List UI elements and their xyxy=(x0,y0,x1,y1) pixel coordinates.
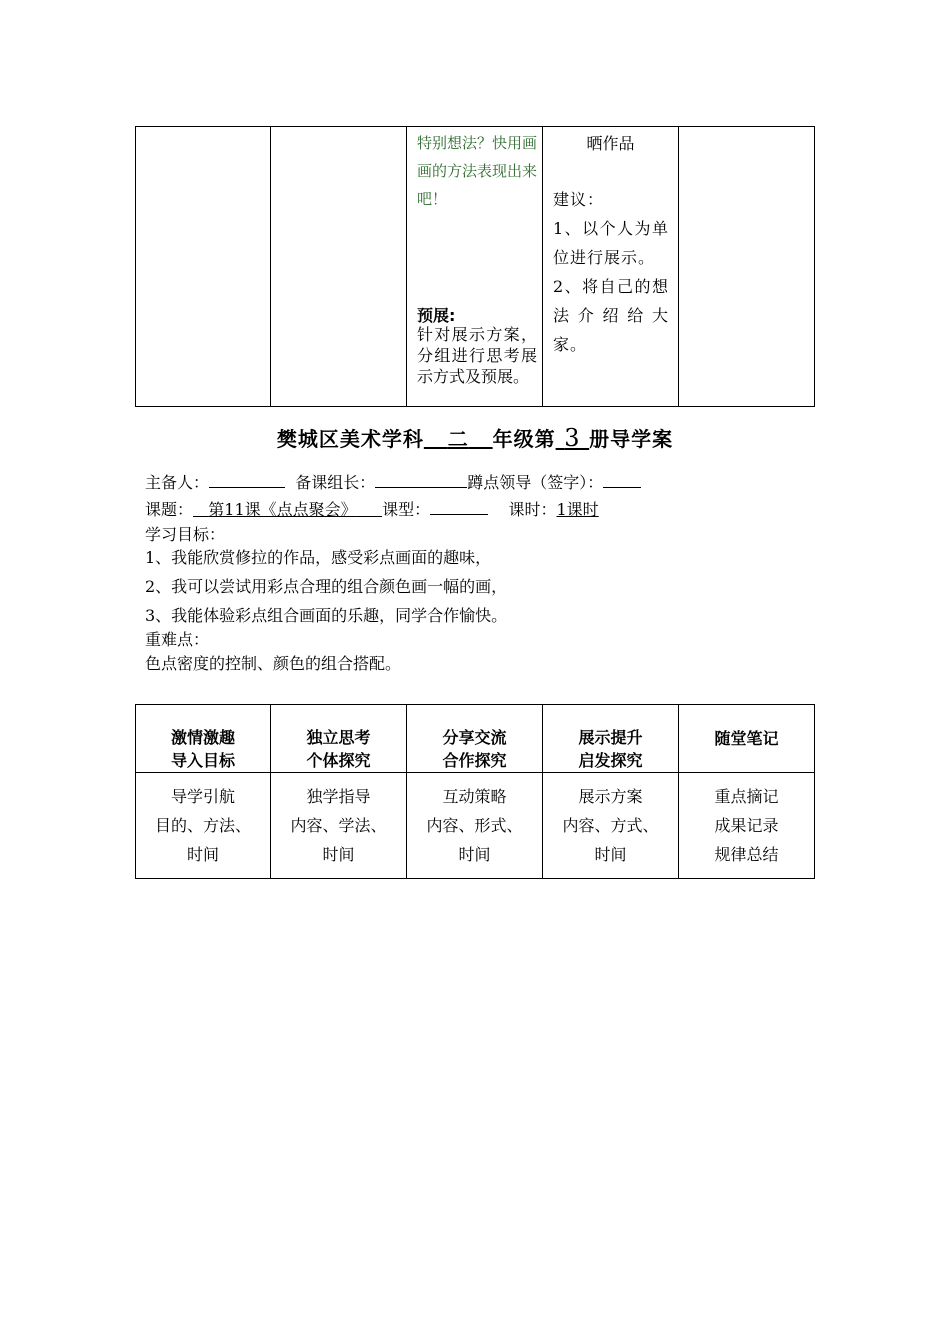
preview-body: 针对展示方案，分组进行思考展示方式及预展。 xyxy=(417,325,537,386)
preview-title: 预展: xyxy=(417,306,456,325)
page-title xyxy=(0,423,950,452)
header-line: 展示提升 xyxy=(578,728,643,747)
difficulty-label: 重难点： xyxy=(145,630,210,649)
title-prefix: 樊城区美术学科 xyxy=(276,427,424,451)
objectives-label: 学习目标： xyxy=(145,525,226,544)
header-line: 导入目标 xyxy=(170,751,235,770)
lesson-structure-table xyxy=(135,704,815,879)
cell-line: 内容、形式、 xyxy=(426,816,523,835)
preparer-label: 主备人： xyxy=(145,473,210,492)
group-leader-blank[interactable] xyxy=(375,473,467,488)
cell-line: 规律总结 xyxy=(714,845,779,864)
type-blank[interactable] xyxy=(430,500,488,515)
cell-line: 时间 xyxy=(186,845,219,864)
cell-line: 内容、学法、 xyxy=(290,816,387,835)
body-cell xyxy=(271,773,407,879)
header-cell xyxy=(679,705,815,773)
volume-blank xyxy=(556,424,590,452)
display-cell xyxy=(543,127,679,407)
suggestion-item: 2、将自己的想法介绍给大家。 xyxy=(553,277,669,354)
body-cell xyxy=(136,773,271,879)
body-cell xyxy=(543,773,679,879)
continuation-table xyxy=(135,126,815,407)
suggestion-item: 1、以个人为单位进行展示。 xyxy=(553,219,669,267)
cell-line: 内容、方式、 xyxy=(562,816,659,835)
header-line: 独立思考 xyxy=(306,728,371,747)
header-cell xyxy=(136,705,271,773)
display-title: 晒作品 xyxy=(586,134,635,153)
topic-label: 课题： xyxy=(145,500,194,519)
topic-blank xyxy=(193,500,382,519)
display-suggestions xyxy=(553,185,669,359)
header-cell xyxy=(543,705,679,773)
group-leader-label: 备课组长： xyxy=(295,473,376,492)
topic-value: 第11课《点点聚会》 xyxy=(208,500,357,519)
header-line: 激情激趣 xyxy=(170,728,235,747)
type-label: 课型： xyxy=(382,500,431,519)
cell-line: 时间 xyxy=(458,845,491,864)
title-middle: 年级第 xyxy=(492,427,556,451)
header-cell xyxy=(271,705,407,773)
period-value: 1课时 xyxy=(556,500,599,519)
header-line: 个体探究 xyxy=(306,751,371,770)
objective-item: 3、我能体验彩点组合画面的乐趣，同学合作愉快。 xyxy=(145,606,508,625)
cell-line: 时间 xyxy=(594,845,627,864)
share-cell xyxy=(407,127,543,407)
header-line: 合作探究 xyxy=(442,751,507,770)
topic-line xyxy=(145,497,599,520)
title-suffix: 册导学案 xyxy=(589,427,674,451)
body-cell xyxy=(407,773,543,879)
leader-blank[interactable] xyxy=(603,473,641,488)
cell-line: 展示方案 xyxy=(578,787,643,806)
cell-line: 互动策略 xyxy=(442,787,507,806)
empty-cell-5 xyxy=(679,127,815,407)
empty-cell-1 xyxy=(136,127,271,407)
green-prompt: 特别想法？快用画画的方法表现出来吧！ xyxy=(417,134,538,208)
header-line: 分享交流 xyxy=(442,728,507,747)
preparer-blank[interactable] xyxy=(209,473,285,488)
grade-blank xyxy=(424,427,493,451)
period-label: 课时： xyxy=(508,500,557,519)
body-cell xyxy=(679,773,815,879)
cell-line: 导学引航 xyxy=(170,787,235,806)
difficulty-text: 色点密度的控制、颜色的组合搭配。 xyxy=(145,654,402,673)
suggestion-label: 建议： xyxy=(553,190,605,209)
grade-value: 二 xyxy=(447,427,469,451)
header-line: 启发探究 xyxy=(578,751,643,770)
volume-value: 3 xyxy=(564,424,581,452)
header-line: 随堂笔记 xyxy=(714,729,779,748)
objective-item: 1、我能欣赏修拉的作品，感受彩点画面的趣味， xyxy=(145,548,492,567)
cell-line: 独学指导 xyxy=(306,787,371,806)
header-cell xyxy=(407,705,543,773)
cell-line: 成果记录 xyxy=(714,816,779,835)
cell-line: 重点摘记 xyxy=(714,787,779,806)
leader-label: 蹲点领导（签字）： xyxy=(467,473,604,492)
cell-line: 时间 xyxy=(322,845,355,864)
objective-item: 2、我可以尝试用彩点合理的组合颜色画一幅的画， xyxy=(145,577,508,596)
preparers-line xyxy=(145,470,641,493)
empty-cell-2 xyxy=(271,127,407,407)
cell-line: 目的、方法、 xyxy=(154,816,251,835)
